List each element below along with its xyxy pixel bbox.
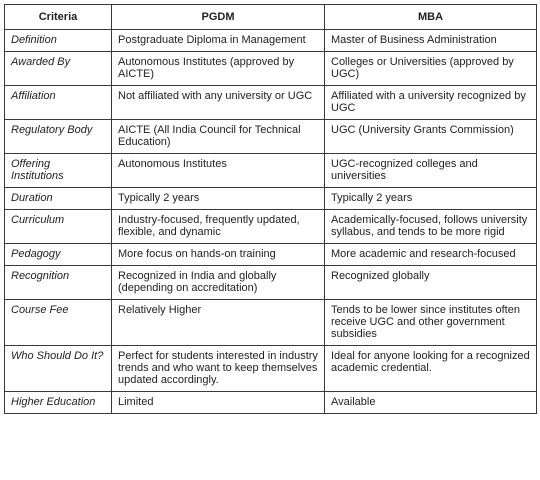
pgdm-cell: Autonomous Institutes (approved by AICTE) <box>112 52 325 86</box>
criteria-cell: Affiliation <box>5 86 112 120</box>
pgdm-cell: Postgraduate Diploma in Management <box>112 30 325 52</box>
criteria-cell: Pedagogy <box>5 244 112 266</box>
mba-cell: Tends to be lower since institutes often receive UGC and other government subsidies <box>325 300 537 346</box>
table-row <box>5 266 537 300</box>
comparison-table-container <box>4 4 536 414</box>
criteria-cell: Recognition <box>5 266 112 300</box>
pgdm-cell: Perfect for students interested in industry trends and who want to keep themselves updated accordingly. <box>112 346 325 392</box>
mba-cell: Ideal for anyone looking for a recognized academic credential. <box>325 346 537 392</box>
table-row <box>5 300 537 346</box>
pgdm-vs-mba-table <box>4 4 537 414</box>
criteria-cell: Duration <box>5 188 112 210</box>
criteria-cell: Regulatory Body <box>5 120 112 154</box>
header-pgdm: PGDM <box>112 5 325 30</box>
table-row <box>5 210 537 244</box>
pgdm-cell: AICTE (All India Council for Technical Education) <box>112 120 325 154</box>
criteria-cell: Course Fee <box>5 300 112 346</box>
pgdm-cell: More focus on hands-on training <box>112 244 325 266</box>
mba-cell: Master of Business Administration <box>325 30 537 52</box>
mba-cell: Available <box>325 392 537 414</box>
criteria-cell: Who Should Do It? <box>5 346 112 392</box>
table-row <box>5 346 537 392</box>
pgdm-cell: Limited <box>112 392 325 414</box>
pgdm-cell: Recognized in India and globally (depending on accreditation) <box>112 266 325 300</box>
mba-cell: UGC (University Grants Commission) <box>325 120 537 154</box>
mba-cell: More academic and research-focused <box>325 244 537 266</box>
criteria-cell: Definition <box>5 30 112 52</box>
pgdm-cell: Industry-focused, frequently updated, flexible, and dynamic <box>112 210 325 244</box>
table-row <box>5 244 537 266</box>
mba-cell: Typically 2 years <box>325 188 537 210</box>
pgdm-cell: Autonomous Institutes <box>112 154 325 188</box>
criteria-cell: Offering Institutions <box>5 154 112 188</box>
mba-cell: UGC-recognized colleges and universities <box>325 154 537 188</box>
table-row <box>5 86 537 120</box>
header-criteria: Criteria <box>5 5 112 30</box>
criteria-cell: Higher Education <box>5 392 112 414</box>
criteria-cell: Curriculum <box>5 210 112 244</box>
table-row <box>5 52 537 86</box>
table-row <box>5 154 537 188</box>
table-header-row <box>5 5 537 30</box>
criteria-cell: Awarded By <box>5 52 112 86</box>
pgdm-cell: Typically 2 years <box>112 188 325 210</box>
table-row <box>5 188 537 210</box>
table-row <box>5 392 537 414</box>
table-row <box>5 30 537 52</box>
pgdm-cell: Relatively Higher <box>112 300 325 346</box>
mba-cell: Academically-focused, follows university syllabus, and tends to be more rigid <box>325 210 537 244</box>
table-row <box>5 120 537 154</box>
mba-cell: Colleges or Universities (approved by UGC) <box>325 52 537 86</box>
pgdm-cell: Not affiliated with any university or UGC <box>112 86 325 120</box>
mba-cell: Recognized globally <box>325 266 537 300</box>
mba-cell: Affiliated with a university recognized by UGC <box>325 86 537 120</box>
header-mba: MBA <box>325 5 537 30</box>
